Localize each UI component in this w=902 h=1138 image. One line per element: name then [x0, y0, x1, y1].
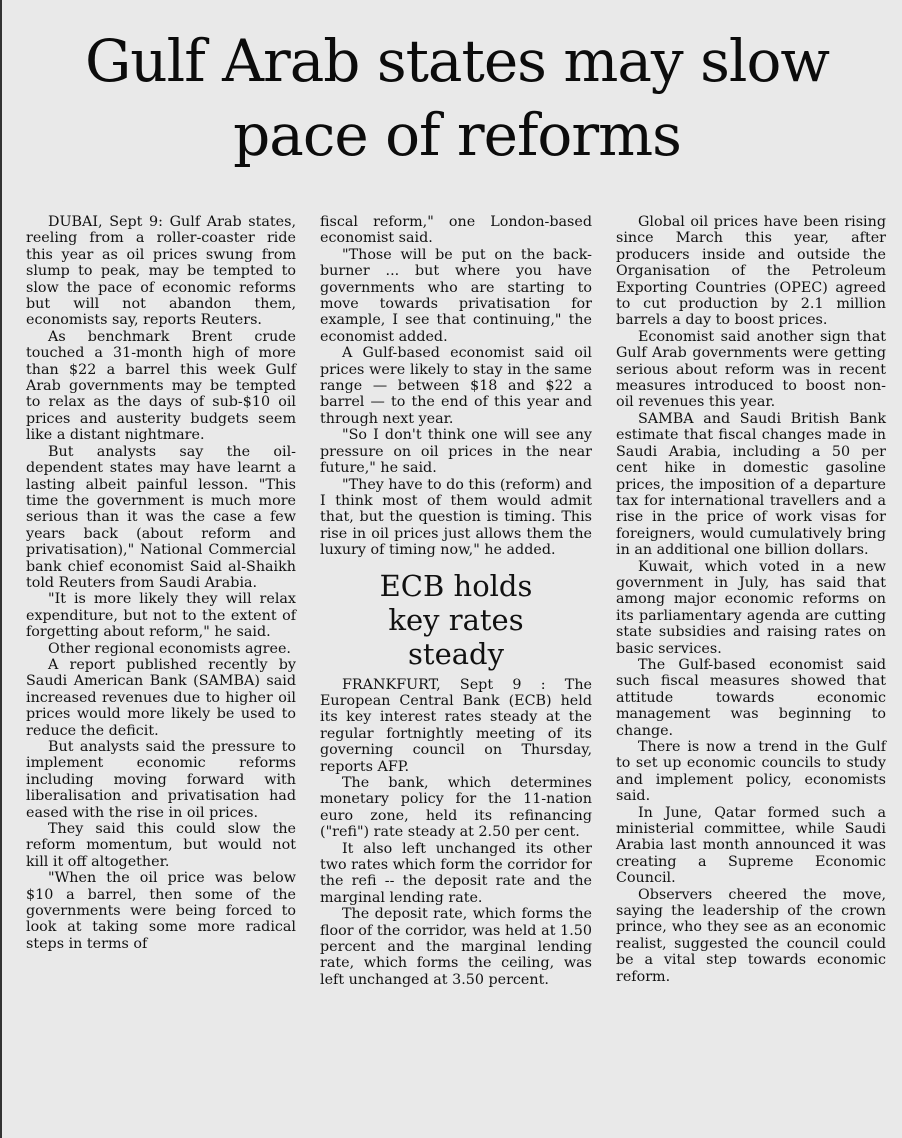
paragraph: fiscal reform," one London-based economist said.	[320, 214, 592, 247]
paragraph: "They have to do this (reform) and I think most of them would admit that, but the question is timing. This rise in oil prices just allows them the luxury of timing now," he added.	[320, 476, 592, 559]
paragraph: "It is more likely they will relax expenditure, but not to the extent of forgetting about reform," he said.	[26, 591, 296, 641]
paragraph: "Those will be put on the back-burner ... but where you have governments who are starting to move towards privatisation for example, I see that continuing," the economist added.	[320, 246, 592, 345]
article-headline	[22, 24, 892, 172]
paragraph: A Gulf-based economist said oil prices were likely to stay in the same range — between $18 and $22 a barrel — to the end of this year and through next year.	[320, 345, 592, 427]
column-2	[320, 214, 592, 988]
paragraph: Global oil prices have been rising since March this year, after producers inside and outside the Organisation of the Petroleum Exporting Countries (OPEC) agreed to cut production by 2.1 million barrels a day to boost prices.	[616, 214, 886, 329]
column-1	[26, 214, 296, 952]
headline-line-2: pace of reforms	[233, 101, 681, 169]
paragraph: Kuwait, which voted in a new government in July, has said that among major economic reforms on its parliamentary agenda are cutting state subsidies and raising rates on basic services.	[616, 558, 886, 657]
paragraph: But analysts said the pressure to implement economic reforms including moving forward with liberalisation and privatisation had eased with the rise in oil prices.	[26, 739, 296, 821]
sidebar-paragraph: The bank, which determines monetary policy for the 11-nation euro zone, held its refinancing ("refi") rate steady at 2.50 per cent.	[320, 774, 592, 841]
sidebar-headline-line-2: key rates	[388, 602, 524, 637]
sidebar-headline-line-1: ECB holds	[379, 568, 533, 603]
sidebar-paragraph: FRANKFURT, Sept 9 : The European Central Bank (ECB) held its key interest rates steady at the regular fortnightly meeting of its governing council on Thursday, reports AFP.	[320, 676, 592, 775]
paragraph: "So I don't think one will see any pressure on oil prices in the near future," he said.	[320, 427, 592, 477]
sidebar-paragraph: It also left unchanged its other two rates which form the corridor for the refi -- the deposit rate and the marginal lending rate.	[320, 840, 592, 906]
paragraph: SAMBA and Saudi British Bank estimate that fiscal changes made in Saudi Arabia, including a 50 per cent hike in domestic gasoline prices, the imposition of a departure tax for international travellers and a rise in the price of work visas for foreigners, would cumulatively bring in an additional one billion dollars.	[616, 410, 886, 559]
paragraph: They said this could slow the reform momentum, but would not kill it off altogether.	[26, 821, 296, 870]
paragraph: In June, Qatar formed such a ministerial committee, while Saudi Arabia last month announced it was creating a Supreme Economic Council.	[616, 804, 886, 887]
column-3	[616, 214, 886, 985]
paragraph: There is now a trend in the Gulf to set up economic councils to study and implement policy, economists said.	[616, 739, 886, 805]
paragraph: DUBAI, Sept 9: Gulf Arab states, reeling from a roller-coaster ride this year as oil prices swung from slump to peak, may be tempted to slow the pace of economic reforms but will not abandon them, economists say, reports Reuters.	[26, 214, 296, 329]
headline-line-1: Gulf Arab states may slow	[84, 27, 830, 95]
paragraph: The Gulf-based economist said such fiscal measures showed that attitude towards economic management was beginning to change.	[616, 656, 886, 739]
paragraph: Economist said another sign that Gulf Arab governments were getting serious about reform was in recent measures introduced to boost non-oil revenues this year.	[616, 328, 886, 411]
paragraph: Observers cheered the move, saying the leadership of the crown prince, who they see as an economic realist, suggested the council could be a vital step towards economic reform.	[616, 886, 886, 985]
paragraph: As benchmark Brent crude touched a 31-month high of more than $22 a barrel this week Gulf Arab governments may be tempted to relax as the days of sub-$10 oil prices and austerity budgets seem like a distant nightmare.	[26, 328, 296, 444]
paragraph: But analysts say the oil-dependent states may have learnt a lasting albeit painful lesson. "This time the government is much more serious than it was the case a few years back (about reform and privatisation)," National Commercial bank chief economist Said al-Shaikh told Reuters from Saudi Arabia.	[26, 443, 296, 591]
sidebar-headline	[320, 569, 592, 671]
sidebar-headline-line-3: steady	[408, 636, 504, 671]
paragraph: A report published recently by Saudi American Bank (SAMBA) said increased revenues due to higher oil prices would more likely be used to reduce the deficit.	[26, 656, 296, 739]
sidebar-paragraph: The deposit rate, which forms the floor of the corridor, was held at 1.50 percent and the marginal lending rate, which forms the ceiling, was left unchanged at 3.50 percent.	[320, 906, 592, 988]
paragraph: "When the oil price was below $10 a barrel, then some of the governments were being forced to look at taking some more radical steps in terms of	[26, 870, 296, 952]
paragraph: Other regional economists agree.	[48, 640, 291, 657]
